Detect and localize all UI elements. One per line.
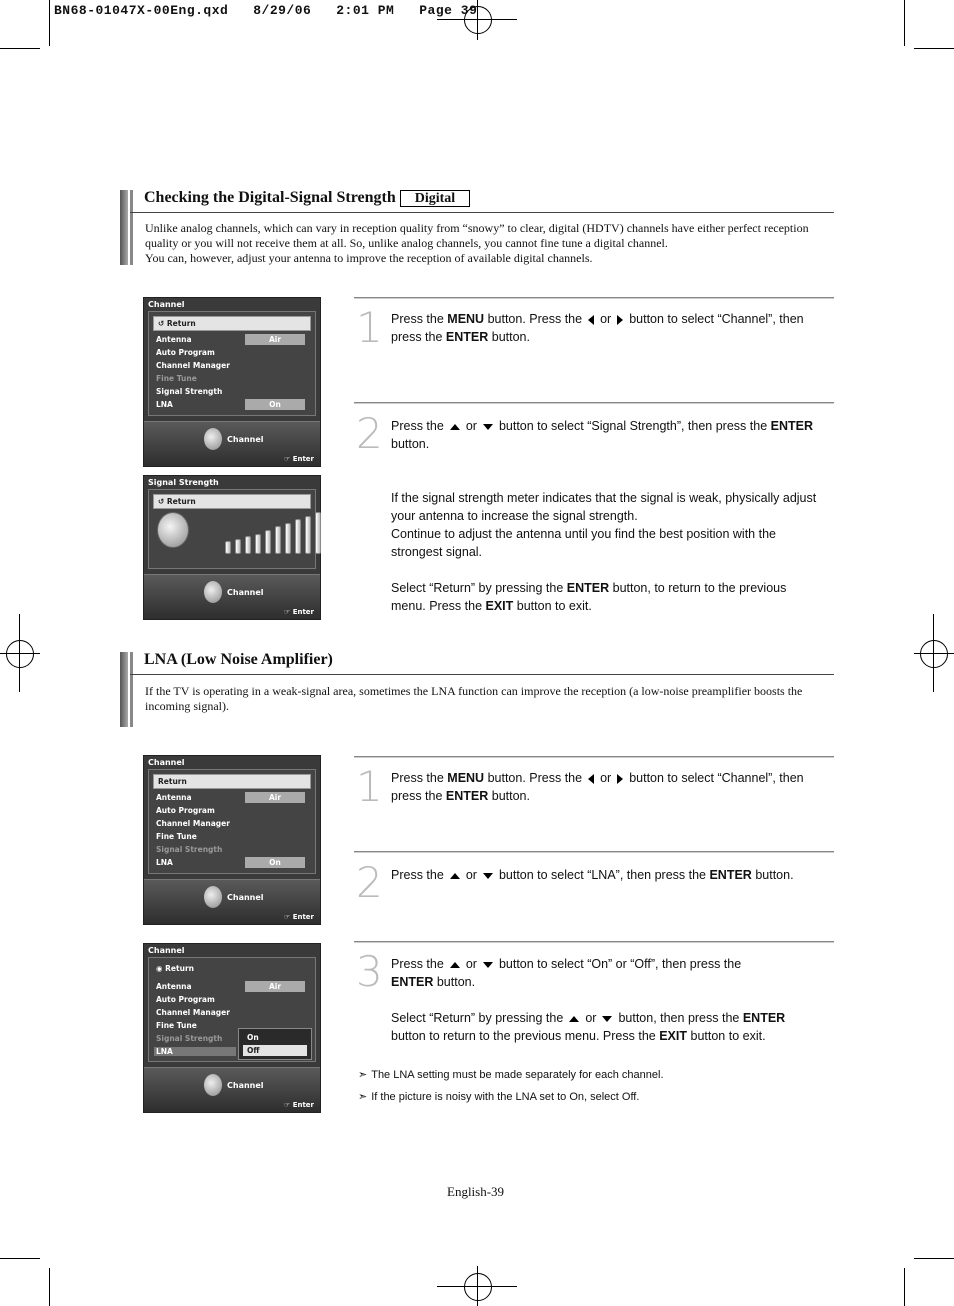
step-number: 2 xyxy=(356,858,383,907)
section-title xyxy=(144,189,470,207)
section-bar xyxy=(120,190,128,265)
osd-value: On xyxy=(245,857,305,868)
note-arrow-icon: ➣ xyxy=(358,1090,368,1103)
osd-item: Channel Manager xyxy=(156,361,230,370)
page-number: English-39 xyxy=(447,1184,505,1199)
step-rule xyxy=(354,402,834,404)
note: ➣ If the picture is noisy with the LNA set to On, select Off. xyxy=(358,1090,640,1103)
section-bar xyxy=(130,652,133,727)
print-slug: BN68-01047X-00Eng.qxd 8/29/06 2:01 PM Page 39 xyxy=(54,3,478,18)
osd-title: Channel xyxy=(148,946,185,955)
osd-title: Channel xyxy=(148,300,185,309)
osd-item: Auto Program xyxy=(156,348,215,357)
osd-return: ↺ Return xyxy=(153,316,311,331)
osd-footer xyxy=(144,879,320,924)
osd-item: LNA xyxy=(156,400,173,409)
osd-channel-menu xyxy=(143,755,321,925)
digital-tag: Digital xyxy=(400,190,470,207)
osd-item: Antenna xyxy=(156,982,192,991)
step-2-text: Press the or button to select “LNA”, then press the ENTER button. xyxy=(391,868,794,882)
crop-mark xyxy=(904,1268,905,1306)
signal-bar xyxy=(255,534,261,554)
osd-title: Channel xyxy=(148,758,185,767)
osd-item: Auto Program xyxy=(156,995,215,1004)
right-arrow-icon xyxy=(617,774,623,784)
osd-panel xyxy=(148,769,316,874)
section-bar xyxy=(130,190,133,265)
step-number: 3 xyxy=(356,947,383,996)
osd-footer-label: Channel xyxy=(227,588,264,597)
right-arrow-icon xyxy=(617,315,623,325)
signal-bar xyxy=(225,541,231,554)
osd-item: Antenna xyxy=(156,335,192,344)
dish-icon xyxy=(204,581,222,603)
step-1-text: Press the MENU button. Press the or button to select “Channel”, then press the ENTER button. xyxy=(391,771,804,803)
up-arrow-icon xyxy=(450,962,460,968)
note-arrow-icon: ➣ xyxy=(358,1068,368,1081)
osd-footer xyxy=(144,574,320,619)
intro-paragraph: You can, however, adjust your antenna to improve the reception of available digital channels. xyxy=(145,251,593,265)
left-arrow-icon xyxy=(588,774,594,784)
osd-signal-strength xyxy=(143,475,321,620)
crop-mark xyxy=(19,614,20,692)
step-2-text: Press the or button to select “Signal Strength”, then press the ENTER button. If the signal strength meter indicates that the signal is weak, physically adjust your antenna to increase the signal strength. Continue to adjust the antenna until you find the best position with the strongest signal. Select “Return” by pressing the ENTER button, to return to the previous menu. Press the EXIT button to exit. xyxy=(391,417,821,615)
dish-icon xyxy=(204,428,222,450)
step-1-text: Press the MENU button. Press the or button to select “Channel”, then press the ENTER button. xyxy=(391,312,804,344)
registration-mark xyxy=(464,1273,492,1301)
registration-mark xyxy=(920,640,948,668)
signal-bar xyxy=(235,539,241,554)
signal-bar xyxy=(245,536,251,554)
section-rule xyxy=(130,212,834,213)
osd-item: Channel Manager xyxy=(156,819,230,828)
registration-mark xyxy=(6,640,34,668)
crop-mark xyxy=(477,1266,478,1306)
osd-title: Signal Strength xyxy=(148,478,219,487)
osd-footer-label: Channel xyxy=(227,893,264,902)
osd-item: Fine Tune xyxy=(156,832,197,841)
osd-footer-label: Channel xyxy=(227,435,264,444)
lna-popup xyxy=(238,1028,312,1060)
step-paragraph: Continue to adjust the antenna until you find the best position with the strongest signal. xyxy=(391,527,776,559)
dish-icon xyxy=(204,886,222,908)
osd-panel xyxy=(148,311,316,416)
step-rule xyxy=(354,941,834,943)
osd-item: Auto Program xyxy=(156,806,215,815)
osd-enter: ☞ Enter xyxy=(283,913,314,921)
signal-bar xyxy=(305,516,311,554)
down-arrow-icon xyxy=(483,962,493,968)
osd-return: Return xyxy=(153,774,311,789)
popup-option: On xyxy=(247,1033,259,1042)
osd-item: LNA xyxy=(156,858,173,867)
osd-enter: ☞ Enter xyxy=(283,608,314,616)
crop-mark xyxy=(0,653,40,654)
step-number: 1 xyxy=(356,303,383,352)
down-arrow-icon xyxy=(483,424,493,430)
osd-item: Signal Strength xyxy=(156,845,223,854)
osd-enter: ☞ Enter xyxy=(283,1101,314,1109)
step-rule xyxy=(354,851,834,853)
dish-icon xyxy=(204,1074,222,1096)
section-title: LNA (Low Noise Amplifier) xyxy=(144,651,333,668)
popup-option: Off xyxy=(243,1045,307,1056)
osd-return: ◉ Return xyxy=(156,964,194,973)
osd-item: Fine Tune xyxy=(156,1021,197,1030)
osd-panel xyxy=(148,957,316,1062)
osd-enter: ☞ Enter xyxy=(283,455,314,463)
signal-bar xyxy=(315,512,321,554)
osd-item: Signal Strength xyxy=(156,1034,223,1043)
crop-mark xyxy=(904,0,905,46)
osd-item: Fine Tune xyxy=(156,374,197,383)
osd-footer xyxy=(144,421,320,466)
signal-bar xyxy=(295,519,301,554)
crop-mark xyxy=(477,0,478,40)
up-arrow-icon xyxy=(569,1016,579,1022)
osd-channel-menu-lna-popup xyxy=(143,943,321,1113)
down-arrow-icon xyxy=(483,873,493,879)
crop-mark xyxy=(933,614,934,692)
crop-mark xyxy=(49,1268,50,1306)
step-paragraph: Select “Return” by pressing the or button, then press the ENTER button to return to the previous menu. Press the EXIT button to exit. xyxy=(391,1011,786,1043)
step-paragraph: Select “Return” by pressing the ENTER button, to return to the previous menu. Press the EXIT button to exit. xyxy=(391,581,787,613)
crop-mark xyxy=(914,653,954,654)
step-rule xyxy=(354,756,834,758)
crop-mark xyxy=(0,48,40,49)
crop-mark xyxy=(914,1258,954,1259)
step-rule xyxy=(354,297,834,299)
osd-item: Signal Strength xyxy=(156,387,223,396)
section-intro: If the TV is operating in a weak-signal area, sometimes the LNA function can improve the reception (a low-noise preamplifier boosts the incoming signal). xyxy=(145,684,803,713)
osd-footer xyxy=(144,1067,320,1112)
osd-value: On xyxy=(245,399,305,410)
signal-bar xyxy=(285,523,291,554)
down-arrow-icon xyxy=(602,1016,612,1022)
section-rule xyxy=(130,674,834,675)
step-3-text: Press the or button to select “On” or “Off”, then press the ENTER button. Select “Return” by pressing the or button, then press the ENTER button to return to the previous menu. Press the EXIT button to exit. xyxy=(391,955,821,1045)
step-paragraph: If the signal strength meter indicates that the signal is weak, physically adjust your antenna to increase the signal strength. xyxy=(391,491,817,523)
osd-panel xyxy=(148,489,316,569)
osd-footer-label: Channel xyxy=(227,1081,264,1090)
signal-bar xyxy=(265,530,271,554)
osd-item: LNA xyxy=(154,1047,236,1056)
osd-value: Air xyxy=(245,792,305,803)
osd-value: Air xyxy=(245,334,305,345)
section-intro xyxy=(145,221,825,266)
left-arrow-icon xyxy=(588,315,594,325)
section-title-text: Checking the Digital-Signal Strength xyxy=(144,189,396,206)
osd-item: Antenna xyxy=(156,793,192,802)
step-number: 1 xyxy=(356,762,383,811)
crop-mark xyxy=(914,48,954,49)
registration-mark xyxy=(464,6,492,34)
intro-paragraph: Unlike analog channels, which can vary in reception quality from “snowy” to clear, digital (HDTV) channels have either perfect reception quality or you will not receive them at all. So, unlike analog channels, you cannot fine tune a digital channel. xyxy=(145,221,809,250)
osd-return: ↺ Return xyxy=(153,494,311,509)
note: ➣ The LNA setting must be made separately for each channel. xyxy=(358,1068,664,1081)
osd-item: Channel Manager xyxy=(156,1008,230,1017)
up-arrow-icon xyxy=(450,424,460,430)
signal-meter xyxy=(225,512,321,554)
up-arrow-icon xyxy=(450,873,460,879)
step-number: 2 xyxy=(356,409,383,458)
osd-value: Air xyxy=(245,981,305,992)
crop-mark xyxy=(49,0,50,46)
osd-channel-menu xyxy=(143,297,321,467)
crop-mark xyxy=(0,1258,40,1259)
signal-bar xyxy=(275,526,281,554)
satellite-dish-icon xyxy=(157,512,189,548)
section-bar xyxy=(120,652,128,727)
